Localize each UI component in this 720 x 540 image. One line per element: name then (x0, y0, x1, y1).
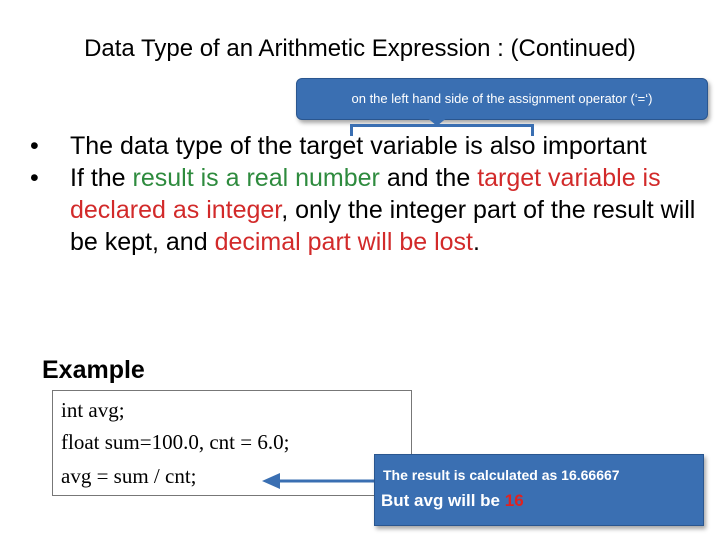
bullet-marker: • (30, 132, 39, 160)
bullet-marker: • (30, 164, 39, 192)
code-line: int avg; (61, 398, 125, 422)
assignment-operator-callout: on the left hand side of the assignment operator (‘=‘) (296, 78, 708, 120)
bullet-text: The data type of the target variable is also important (70, 132, 647, 160)
slide-title: Data Type of an Arithmetic Expression : (Continued) (84, 35, 636, 62)
bullet-text-part: and the (379, 164, 478, 192)
bullet-list (26, 130, 696, 258)
bullet-text-part: . (473, 228, 480, 256)
code-line: avg = sum / cnt; (61, 464, 197, 488)
highlight-real-number: result is a real number (132, 164, 380, 192)
highlight-target-integer: target variable is declared as integer (70, 164, 661, 224)
bullet-text-part: If the (70, 164, 133, 192)
avg-result-prefix: But avg will be (381, 491, 505, 510)
avg-result-text (381, 491, 524, 511)
code-line: float sum=100.0, cnt = 6.0; (61, 430, 290, 454)
avg-result-value: 16 (504, 491, 524, 510)
bullet-item-target-type (26, 130, 696, 162)
example-heading: Example (42, 356, 145, 384)
pointer-arrow-icon (262, 472, 386, 490)
result-calculated-text: The result is calculated as 16.66667 (383, 467, 620, 483)
bullet-item-real-to-integer (26, 162, 696, 258)
result-explanation-callout (374, 454, 704, 526)
highlight-decimal-lost: decimal part will be lost (214, 228, 473, 256)
bullet-text-part: , only the integer part of the result will be kept, and (70, 196, 696, 256)
